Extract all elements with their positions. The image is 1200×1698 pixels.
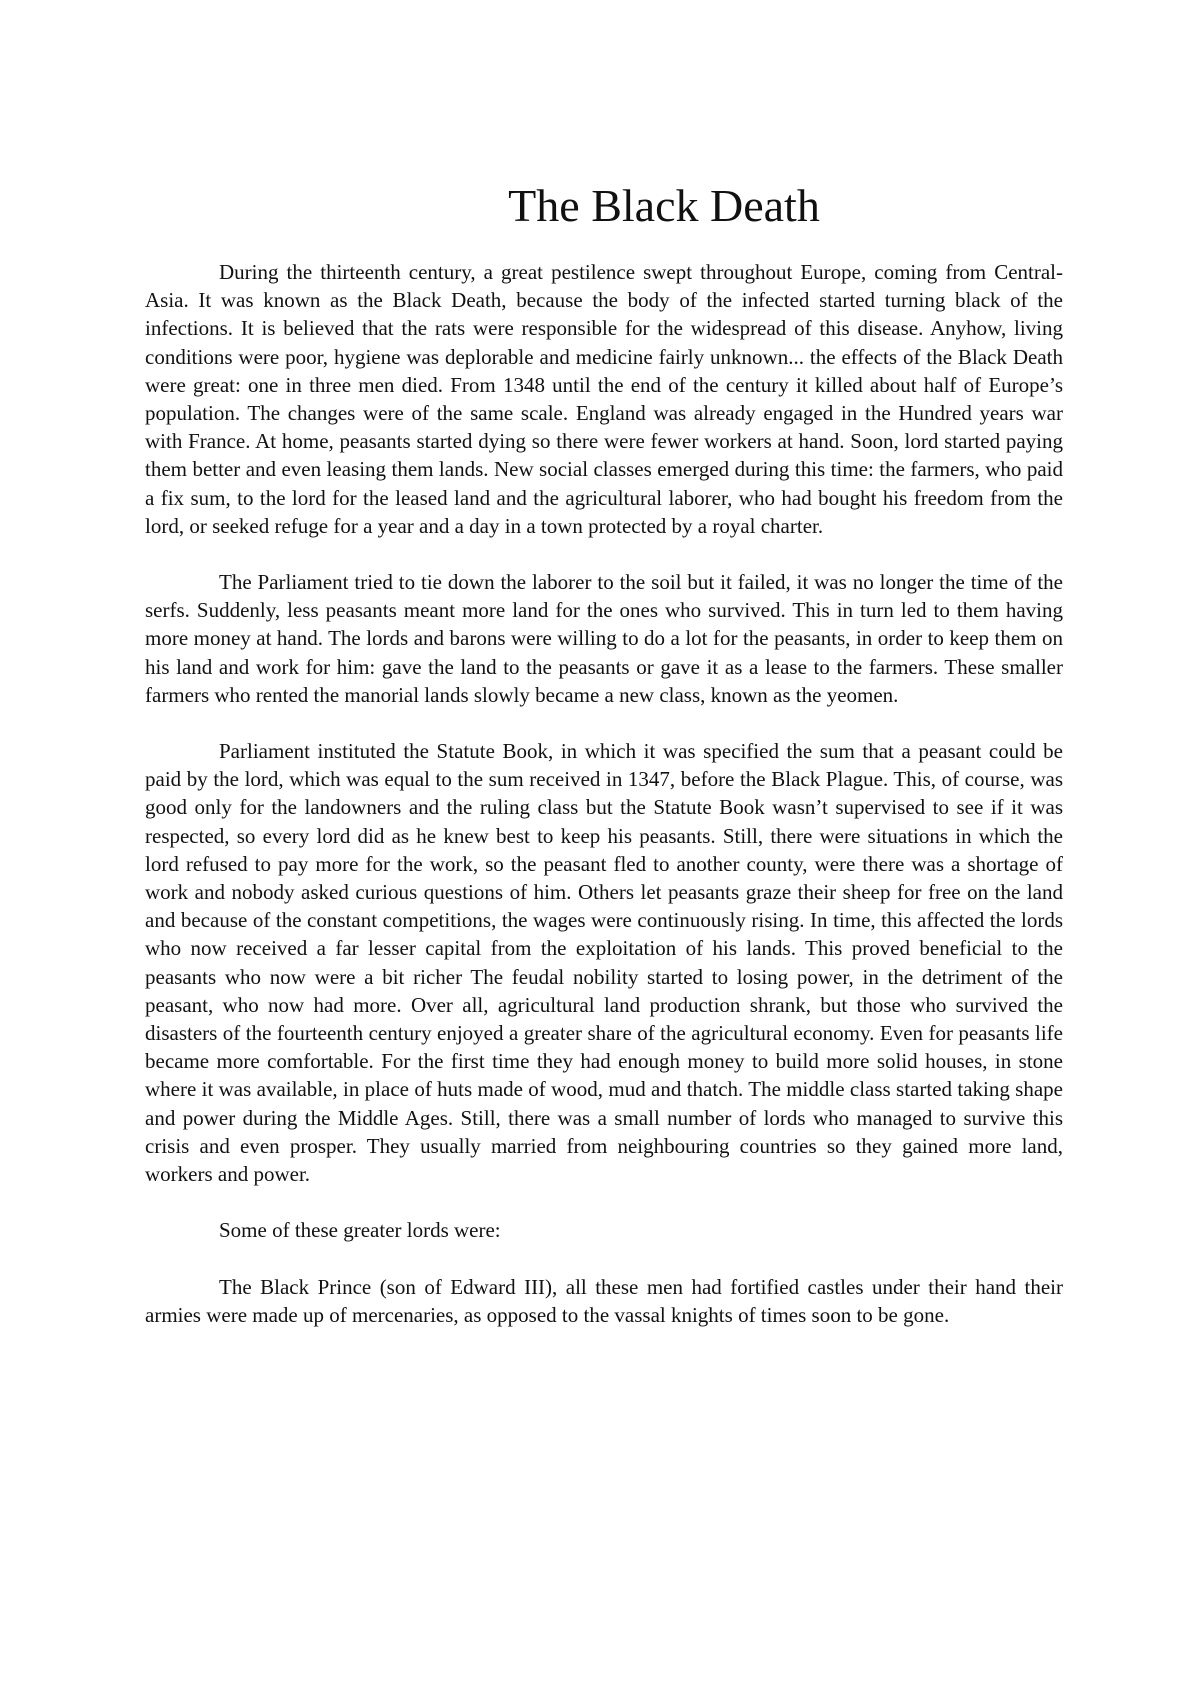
- paragraph-plague-origin: During the thirteenth century, a great pestilence swept throughout Europe, coming from Central-Asia. It was known as the Black Death, because the body of the infected started turning black of the infections. It is believed that the rats were responsible for the widespread of this disease. Anyhow, living conditions were poor, hygiene was deplorable and medicine fairly unknown... the effects of the Black Death were great: one in three men died. From 1348 until the end of the century it killed about half of Europe’s population. The changes were of the same scale. England was already engaged in the Hundred years war with France. At home, peasants started dying so there were fewer workers at hand. Soon, lord started paying them better and even leasing them lands. New social classes emerged during this time: the farmers, who paid a fix sum, to the lord for the leased land and the agricultural laborer, who had bought his freedom from the lord, or seeked refuge for a year and a day in a town protected by a royal charter.: [145, 260, 1063, 538]
- document-body: [145, 258, 1063, 1357]
- document-title: The Black Death: [508, 180, 820, 231]
- paragraph-parliament-laborers: The Parliament tried to tie down the laborer to the soil but it failed, it was no longer the time of the serfs. Suddenly, less peasants meant more land for the ones who survived. This in turn led to them having more money at hand. The lords and barons were willing to do a lot for the peasants, in order to keep them on his land and work for him: gave the land to the peasants or gave it as a lease to the farmers. These smaller farmers who rented the manorial lands slowly became a new class, known as the yeomen.: [145, 570, 1063, 707]
- paragraph-greater-lords-intro: Some of these greater lords were:: [219, 1218, 501, 1243]
- paragraph-black-prince: The Black Prince (son of Edward III), all these men had fortified castles under their hand their armies were made up of mercenaries, as opposed to the vassal knights of times soon to be gone.: [145, 1274, 1063, 1327]
- paragraph-statute-book: Parliament instituted the Statute Book, in which it was specified the sum that a peasant could be paid by the lord, which was equal to the sum received in 1347, before the Black Plague. This, of course, was good only for the landowners and the ruling class but the Statute Book wasn’t supervised to see if it was respected, so every lord did as he knew best to keep his peasants. Still, there were situations in which the lord refused to pay more for the work, so the peasant fled to another county, were there was a shortage of work and nobody asked curious questions of him. Others let peasants graze their sheep for free on the land and because of the constant competitions, the wages were continuously rising. In time, this affected the lords who now received a far lesser capital from the exploitation of his lands. This proved beneficial to the peasants who now were a bit richer The feudal nobility started to losing power, in the detriment of the peasant, who now had more. Over all, agricultural land production shrank, but those who survived the disasters of the fourteenth century enjoyed a greater share of the agricultural economy. Even for peasants life became more comfortable. For the first time they had enough money to build more solid houses, in stone where it was available, in place of huts made of wood, mud and thatch. The middle class started taking shape and power during the Middle Ages. Still, there was a small number of lords who managed to survive this crisis and even prosper. They usually married from neighbouring countries so they gained more land, workers and power.: [145, 739, 1063, 1187]
